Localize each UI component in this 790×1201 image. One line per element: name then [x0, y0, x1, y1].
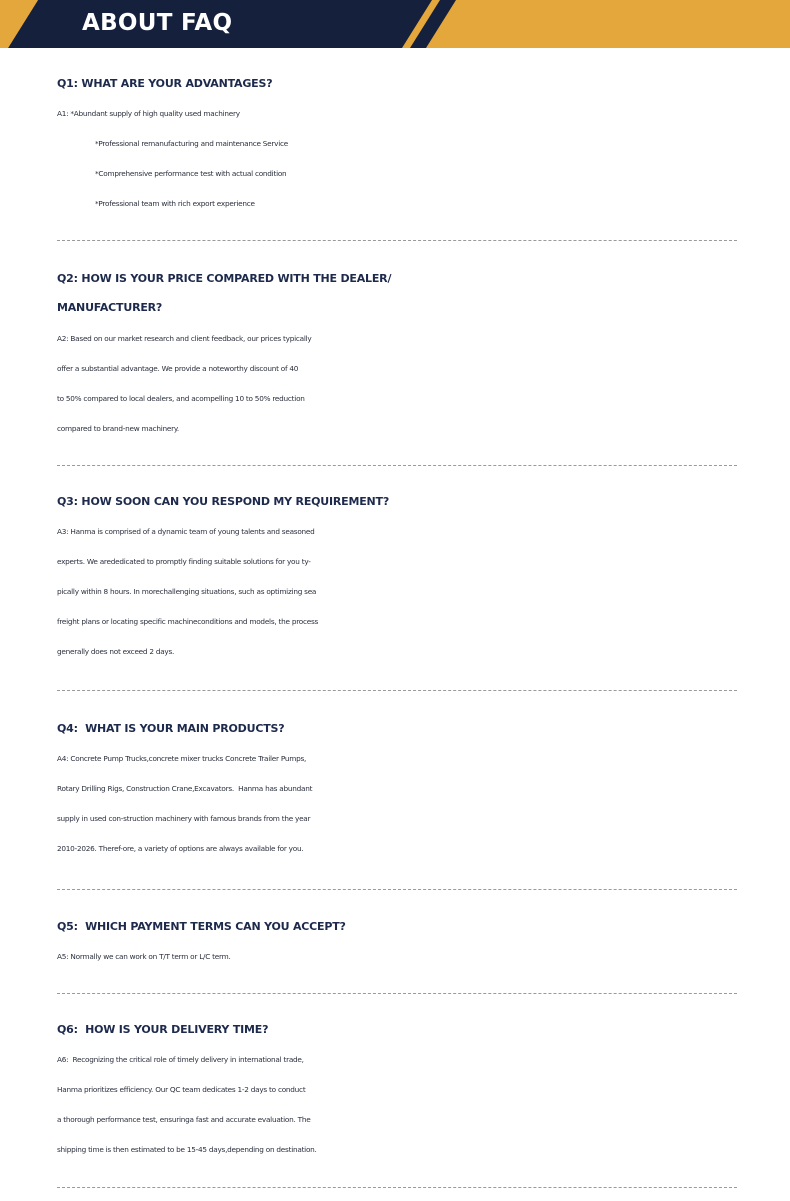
- page-title: ABOUT FAQ: [82, 10, 233, 36]
- faq-question: Q6: HOW IS YOUR DELIVERY TIME?: [57, 1023, 269, 1036]
- faq-question: Q2: HOW IS YOUR PRICE COMPARED WITH THE DEALER/: [57, 272, 392, 285]
- faq-answer-line: A5: Normally we can work on T/T term or L/C term.: [57, 952, 231, 961]
- faq-answer-line: supply in used con-struction machinery with famous brands from the year: [57, 814, 311, 823]
- faq-divider: [57, 889, 737, 890]
- faq-header-banner: [0, 0, 790, 48]
- faq-divider: [57, 1187, 737, 1188]
- faq-answer-line: *Professional team with rich export experience: [95, 199, 255, 208]
- faq-item-6: [57, 1015, 757, 1165]
- faq-answer-line: A2: Based on our market research and client feedback, our prices typically: [57, 334, 312, 343]
- faq-divider: [57, 240, 737, 241]
- faq-item-3: [57, 487, 757, 667]
- faq-divider: [57, 465, 737, 466]
- faq-answer-line: shipping time is then estimated to be 15-45 days,depending on destination.: [57, 1145, 317, 1154]
- faq-answer-line: *Comprehensive performance test with actual condition: [95, 169, 287, 178]
- faq-answer-line: Rotary Drilling Rigs, Construction Crane,Excavators. Hanma has abundant: [57, 784, 313, 793]
- faq-answer-line: generally does not exceed 2 days.: [57, 647, 175, 656]
- faq-answer-line: a thorough performance test, ensuringa fast and accurate evaluation. The: [57, 1115, 311, 1124]
- faq-question-continued: MANUFACTURER?: [57, 301, 163, 314]
- faq-answer-line: Hanma prioritizes efficiency. Our QC team dedicates 1-2 days to conduct: [57, 1085, 306, 1094]
- faq-question: Q5: WHICH PAYMENT TERMS CAN YOU ACCEPT?: [57, 920, 346, 933]
- faq-item-2: [57, 264, 757, 444]
- faq-answer-line: A6: Recognizing the critical role of timely delivery in international trade,: [57, 1055, 304, 1064]
- faq-question: Q4: WHAT IS YOUR MAIN PRODUCTS?: [57, 722, 285, 735]
- faq-divider: [57, 993, 737, 994]
- faq-item-4: [57, 714, 757, 864]
- faq-item-1: [57, 69, 757, 219]
- faq-divider: [57, 690, 737, 691]
- faq-answer-line: to 50% compared to local dealers, and acompelling 10 to 50% reduction: [57, 394, 305, 403]
- faq-item-5: [57, 912, 757, 972]
- faq-answer-line: A3: Hanma is comprised of a dynamic team of young talents and seasoned: [57, 527, 315, 536]
- faq-answer-line: offer a substantial advantage. We provide a noteworthy discount of 40: [57, 364, 299, 373]
- faq-answer-line: 2010-2026. Theref-ore, a variety of options are always available for you.: [57, 844, 304, 853]
- faq-answer-line: A1: *Abundant supply of high quality used machinery: [57, 109, 240, 118]
- faq-answer-line: *Professional remanufacturing and maintenance Service: [95, 139, 289, 148]
- faq-answer-line: experts. We arededicated to promptly finding suitable solutions for you ty-: [57, 557, 311, 566]
- faq-answer-line: compared to brand-new machinery.: [57, 424, 179, 433]
- faq-answer-line: pically within 8 hours. In morechallenging situations, such as optimizing sea: [57, 587, 317, 596]
- faq-question: Q3: HOW SOON CAN YOU RESPOND MY REQUIREMENT?: [57, 495, 390, 508]
- faq-question: Q1: WHAT ARE YOUR ADVANTAGES?: [57, 77, 273, 90]
- faq-answer-line: A4: Concrete Pump Trucks,concrete mixer trucks Concrete Trailer Pumps,: [57, 754, 307, 763]
- faq-answer-line: freight plans or locating specific machineconditions and models, the process: [57, 617, 319, 626]
